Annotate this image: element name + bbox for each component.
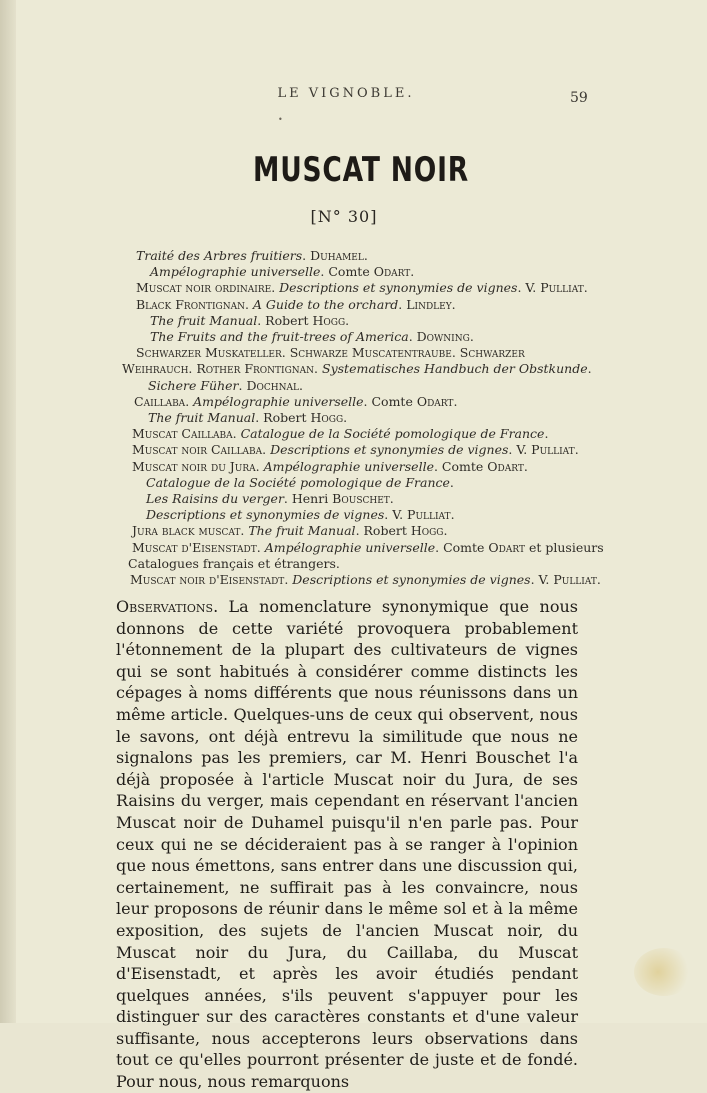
reference-work-title: The Fruits and the fruit-trees of America (150, 329, 409, 345)
reference-text: . Henri (283, 491, 333, 507)
running-title: LE VIGNOBLE. (277, 86, 415, 101)
reference-name: Odart (416, 393, 454, 409)
reference-line (116, 491, 596, 507)
reference-work-title: Ampélographie universelle (193, 393, 364, 409)
reference-name: Downing (416, 329, 470, 345)
reference-work-title: Descriptions et synonymies de vignes (146, 507, 385, 523)
article-title: MUSCAT NOIR (253, 150, 469, 190)
reference-work-title: The fruit Manual (148, 410, 256, 426)
reference-name: Jura black muscat (132, 523, 241, 539)
reference-text: . V. (530, 572, 554, 588)
reference-line (116, 394, 596, 410)
observations-text: . La nomenclature synonymique que nous donnons de cette variété provoquera probablement l'étonnement de la plupart des cultivateurs de vignes qui se sont habitués à considérer comme distincts les cépages à noms différents que nous réunissons dans un même article. Quelques-uns de ceux qui observent, nous le savons, ont déjà entrevu la similitude que nous ne signalons pas les premiers, car M. Henri Bouschet l'a déjà proposée à l'article Muscat noir du Jura, de ses Raisins du verger, mais cependant en réservant l'ancien Muscat noir de Duhamel puisqu'il n'en parle pas. Pour ceux qui ne se décideraient pas à se ranger à l'opinion que nous émettons, sans entrer dans une discussion qui, certainement, ne suffirait pas à les convaincre, nous leur proposons de réunir dans le même sol et à la même exposition, des sujets de l'ancien Muscat noir, du Muscat noir du Jura, du Caillaba, du Muscat d'Eisenstadt, et après les avoir étudiés pendant quelques années, s'ils peuvent s'appuyer pour les distinguer sur des caractères constants et d'une valeur suffisante, nous accepterons leurs observations dans tout ce qu'elles pourront présenter de juste et de fondé. Pour nous, nous remarquons (116, 597, 578, 1092)
reference-text: . Comte (433, 458, 488, 474)
reference-text: . (188, 361, 197, 377)
reference-text: . Robert (257, 312, 313, 328)
reference-name: Duhamel (310, 248, 364, 263)
reference-line (116, 345, 596, 361)
reference-text: et plusieurs (525, 539, 604, 555)
reference-work-title: The fruit Manual (248, 523, 356, 539)
reference-name: Pulliat (407, 507, 451, 523)
reference-text: . (451, 345, 460, 361)
reference-line (116, 539, 604, 556)
observations-paragraph (116, 596, 578, 1093)
reference-text: . (302, 248, 311, 263)
reference-text: . (523, 458, 528, 474)
reference-text: . (345, 312, 350, 328)
reference-work-title: Les Raisins du verger (146, 491, 284, 507)
reference-text: . (256, 539, 265, 555)
reference-text: . (284, 572, 293, 588)
article-number: [N° 30] (310, 207, 378, 226)
reference-name: Hogg (410, 523, 444, 539)
reference-name: Muscat noir Caillaba (132, 442, 263, 458)
observations-label: Observations (116, 597, 214, 616)
reference-line (116, 329, 596, 345)
reference-text: . (240, 523, 249, 539)
page-number: 59 (570, 90, 588, 106)
reference-text: . (583, 280, 588, 296)
reference-line (116, 264, 596, 280)
reference-name: Weihrauch (122, 361, 189, 377)
reference-line (116, 280, 596, 296)
reference-text: . (185, 393, 194, 409)
reference-text: . (398, 296, 407, 312)
paper-stain (634, 948, 694, 996)
reference-name: Muscat noir ordinaire (136, 280, 272, 296)
reference-line (116, 313, 596, 329)
reference-text: . (271, 280, 280, 296)
reference-line (116, 475, 596, 491)
reference-work-title: The fruit Manual (150, 312, 258, 328)
reference-name: Caillaba (134, 393, 186, 409)
synonymy-references (116, 248, 604, 588)
reference-work-title: Ampélographie universelle (150, 264, 321, 280)
reference-work-title: A Guide to the orchard (252, 296, 399, 312)
reference-text: Catalogues français et étrangers. (128, 555, 340, 571)
reference-line (116, 459, 596, 475)
reference-text: . (408, 329, 417, 345)
reference-text: . (451, 296, 456, 312)
reference-line (116, 361, 596, 377)
book-page (16, 0, 707, 1092)
reference-line (116, 523, 596, 539)
reference-text: . Comte (435, 539, 489, 555)
reference-text: . (453, 393, 458, 409)
reference-text: . Comte (363, 393, 417, 409)
reference-name: Lindley (406, 296, 452, 312)
reference-text: . (450, 507, 455, 523)
reference-work-title: Traité des Arbres fruitiers (136, 248, 303, 263)
reference-text: . (469, 329, 474, 345)
reference-name: Dochnal (246, 377, 299, 393)
reference-name: Schwarzer (459, 345, 525, 361)
reference-name: Odart (488, 539, 526, 555)
reference-text: . (574, 442, 579, 458)
reference-text: . (443, 523, 448, 539)
reference-work-title: Sichere Füher (148, 377, 239, 393)
reference-text: . Robert (355, 523, 411, 539)
reference-line (116, 507, 596, 523)
reference-line (116, 572, 601, 588)
reference-name: Schwarze Muscatentraube (289, 345, 452, 361)
reference-text: . (255, 458, 264, 474)
reference-name: Muscat noir d'Eisenstadt (130, 572, 285, 588)
reference-work-title: Systematisches Handbuch der Obstkunde (322, 361, 588, 377)
reference-work-title: Descriptions et synonymies de vignes (270, 442, 509, 458)
reference-work-title: Catalogue de la Société pomologique de France (146, 474, 450, 490)
reference-name: Bouschet (332, 491, 390, 507)
reference-text: . (298, 377, 303, 393)
reference-text: . V. (517, 280, 541, 296)
reference-name: Hogg (312, 312, 346, 328)
reference-text: . (281, 345, 290, 361)
reference-name: Hogg (310, 410, 344, 426)
reference-text: . V. (508, 442, 532, 458)
reference-text: . Robert (255, 410, 311, 426)
reference-name: Odart (373, 264, 411, 280)
reference-text: . (343, 410, 348, 426)
reference-name: Pulliat (553, 572, 597, 588)
reference-work-title: Ampélographie universelle (264, 539, 436, 555)
reference-work-title: Descriptions et synonymies de vignes (279, 280, 518, 296)
page-binding-edge (0, 0, 16, 1023)
reference-name: Pulliat (540, 280, 584, 296)
reference-name: Muscat Caillaba (132, 426, 233, 442)
reference-text: . (389, 491, 394, 507)
reference-text: . (596, 572, 601, 588)
reference-name: Muscat d'Eisenstadt (132, 539, 257, 555)
reference-work-title: Descriptions et synonymies de vignes (292, 572, 531, 588)
ornament-dot: • (278, 115, 283, 124)
reference-name: Odart (487, 458, 524, 474)
reference-text: . (262, 442, 271, 458)
reference-text: . (363, 248, 368, 263)
reference-name: Schwarzer Muskateller (136, 345, 282, 361)
reference-text: . (449, 474, 454, 490)
reference-line (116, 556, 596, 572)
reference-line (116, 248, 596, 264)
reference-name: Rother Frontignan (196, 361, 315, 377)
reference-text: . (587, 361, 592, 377)
reference-line (116, 426, 596, 442)
reference-text: . (244, 296, 253, 312)
reference-work-title: Ampélographie universelle (263, 458, 434, 474)
reference-text: . (410, 264, 415, 280)
reference-name: Pulliat (531, 442, 575, 458)
reference-text: . (238, 377, 247, 393)
reference-work-title: Catalogue de la Société pomologique de France (240, 426, 545, 442)
reference-text: . (544, 426, 549, 442)
reference-text: . (314, 361, 322, 377)
reference-name: Black Frontignan (136, 296, 245, 312)
reference-line (116, 442, 596, 458)
reference-name: Muscat noir du Jura (132, 458, 256, 474)
reference-text: . V. (384, 507, 408, 523)
reference-text: . (232, 426, 241, 442)
reference-line (116, 378, 596, 394)
reference-text: . Comte (320, 264, 374, 280)
reference-line (116, 297, 596, 313)
reference-line (116, 410, 596, 426)
